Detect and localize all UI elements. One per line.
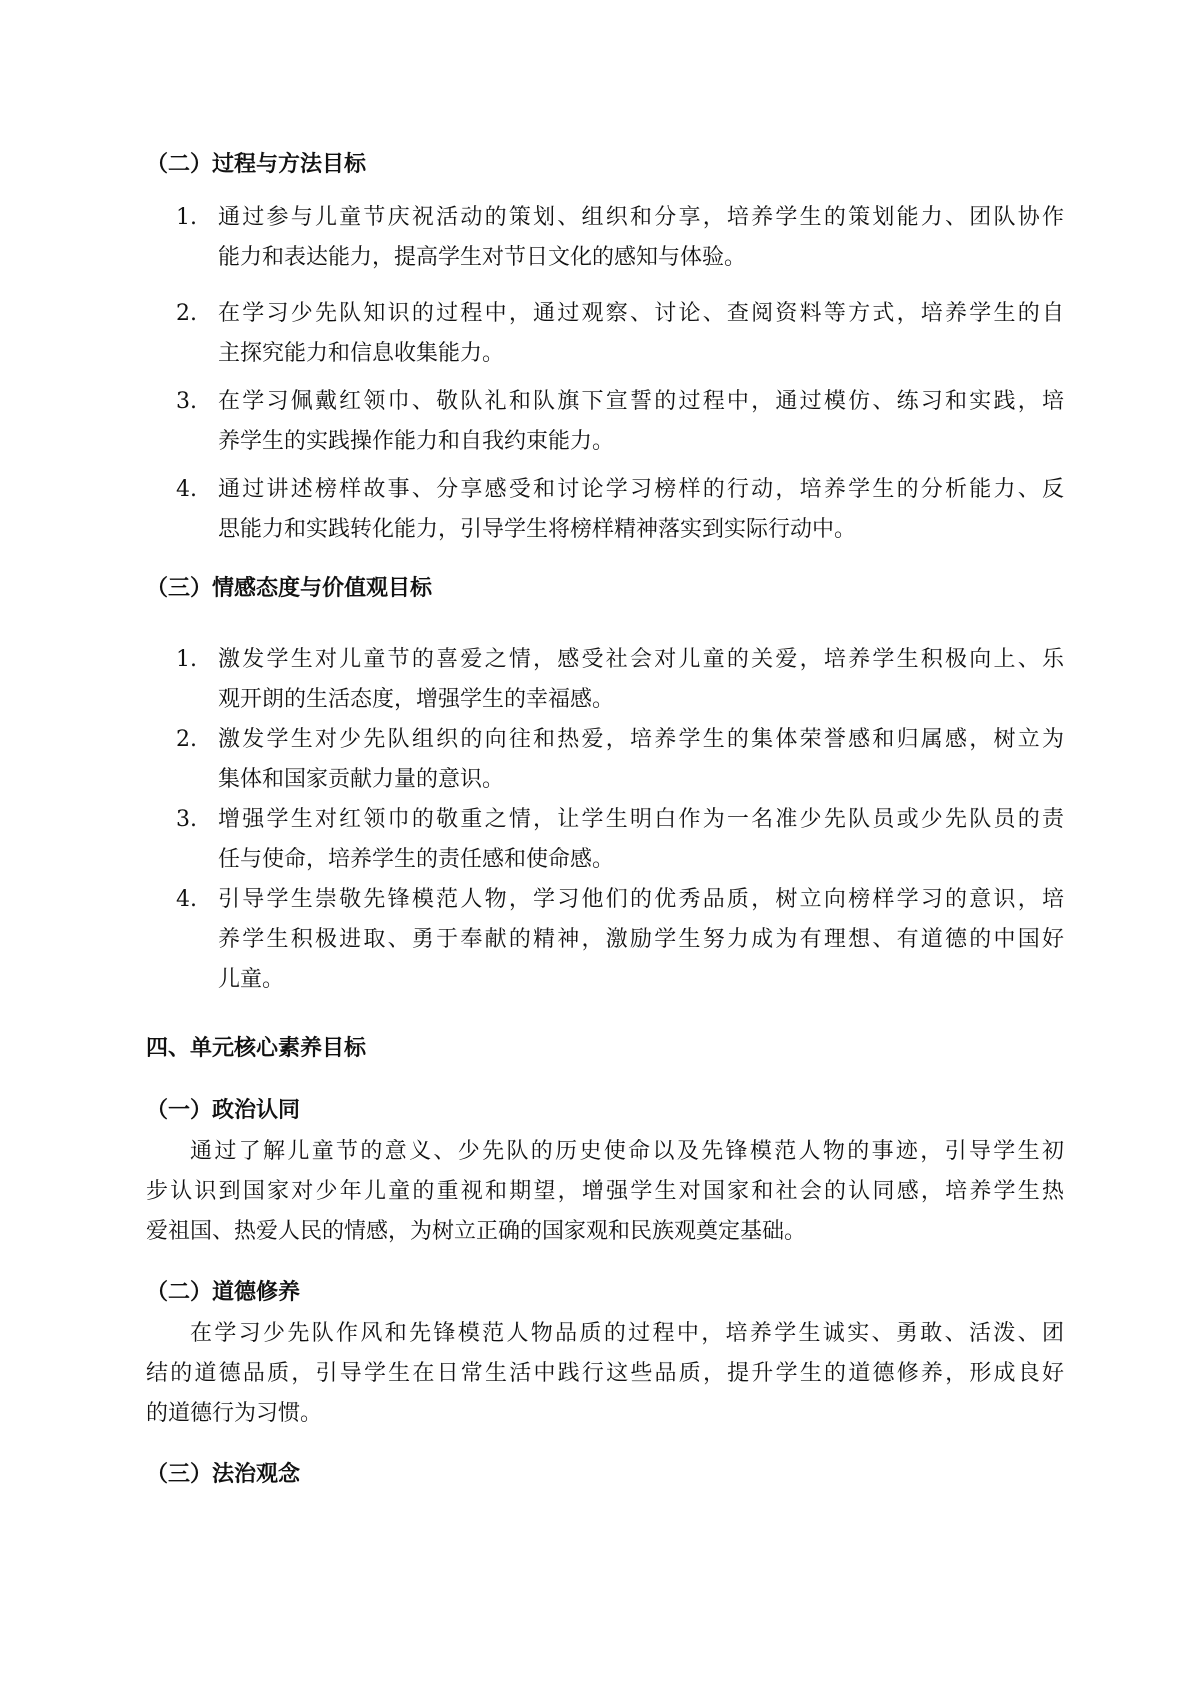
list-item-line: 通过讲述榜样故事、分享感受和讨论学习榜样的行动，培养学生的分析能力、反 <box>218 477 1064 502</box>
paragraph-line: 通过了解儿童节的意义、少先队的历史使命以及先锋模范人物的事迹，引导学生初 <box>190 1139 1064 1164</box>
list-item-line: 在学习佩戴红领巾、敬队礼和队旗下宣誓的过程中，通过模仿、练习和实践，培 <box>218 389 1064 414</box>
list-item-number: 3. <box>176 389 197 414</box>
list-item-number: 2. <box>176 727 197 752</box>
list-item-line: 观开朗的生活态度，增强学生的幸福感。 <box>218 687 615 712</box>
subsection-heading-political: （一）政治认同 <box>146 1098 301 1123</box>
list-item-number: 1. <box>176 647 197 672</box>
list-item-line: 思能力和实践转化能力，引导学生将榜样精神落实到实际行动中。 <box>218 517 857 542</box>
list-item <box>176 880 1064 1000</box>
list-item-number: 4. <box>176 887 197 912</box>
paragraph-moral <box>146 1314 1064 1434</box>
list-item <box>176 470 1064 550</box>
list-item-line: 任与使命，培养学生的责任感和使命感。 <box>218 847 615 872</box>
list-item-line: 儿童。 <box>218 967 285 992</box>
list-item-line: 在学习少先队知识的过程中，通过观察、讨论、查阅资料等方式，培养学生的自 <box>218 301 1064 326</box>
list-item-line: 通过参与儿童节庆祝活动的策划、组织和分享，培养学生的策划能力、团队协作 <box>218 205 1064 230</box>
list-item-line: 集体和国家贡献力量的意识。 <box>218 767 505 792</box>
list-item-number: 2. <box>176 301 197 326</box>
list-item-line: 激发学生对儿童节的喜爱之情，感受社会对儿童的关爱，培养学生积极向上、乐 <box>218 647 1064 672</box>
list-item-line: 养学生积极进取、勇于奉献的精神，激励学生努力成为有理想、有道德的中国好 <box>218 927 1064 952</box>
list-item <box>176 294 1064 374</box>
list-item <box>176 720 1064 800</box>
paragraph-line: 结的道德品质，引导学生在日常生活中践行这些品质，提升学生的道德修养，形成良好 <box>146 1361 1064 1386</box>
list-item-number: 3. <box>176 807 197 832</box>
list-item-line: 激发学生对少先队组织的向往和热爱，培养学生的集体荣誉感和归属感，树立为 <box>218 727 1064 752</box>
paragraph-line: 在学习少先队作风和先锋模范人物品质的过程中，培养学生诚实、勇敢、活泼、团 <box>190 1321 1064 1346</box>
paragraph-line: 的道德行为习惯。 <box>146 1401 323 1426</box>
paragraph-line: 步认识到国家对少年儿童的重视和期望，增强学生对国家和社会的认同感，培养学生热 <box>146 1179 1064 1204</box>
list-item-number: 1. <box>176 205 197 230</box>
list-item-line: 养学生的实践操作能力和自我约束能力。 <box>218 429 615 454</box>
paragraph-political <box>146 1132 1064 1252</box>
subsection-heading-moral: （二）道德修养 <box>146 1280 301 1305</box>
list-item <box>176 382 1064 462</box>
section-heading-process: （二）过程与方法目标 <box>146 152 367 177</box>
list-item <box>176 198 1064 278</box>
section-heading-core: 四、单元核心素养目标 <box>146 1036 367 1061</box>
section-heading-emotion: （三）情感态度与价值观目标 <box>146 576 433 601</box>
subsection-heading-law: （三）法治观念 <box>146 1462 301 1487</box>
list-item-line: 增强学生对红领巾的敬重之情，让学生明白作为一名准少先队员或少先队员的责 <box>218 807 1064 832</box>
list-item-line: 引导学生崇敬先锋模范人物，学习他们的优秀品质，树立向榜样学习的意识，培 <box>218 887 1064 912</box>
list-item-line: 能力和表达能力，提高学生对节日文化的感知与体验。 <box>218 245 747 270</box>
paragraph-line: 爱祖国、热爱人民的情感，为树立正确的国家观和民族观奠定基础。 <box>146 1219 807 1244</box>
list-item <box>176 640 1064 720</box>
list-item <box>176 800 1064 880</box>
list-item-number: 4. <box>176 477 197 502</box>
list-item-line: 主探究能力和信息收集能力。 <box>218 341 505 366</box>
